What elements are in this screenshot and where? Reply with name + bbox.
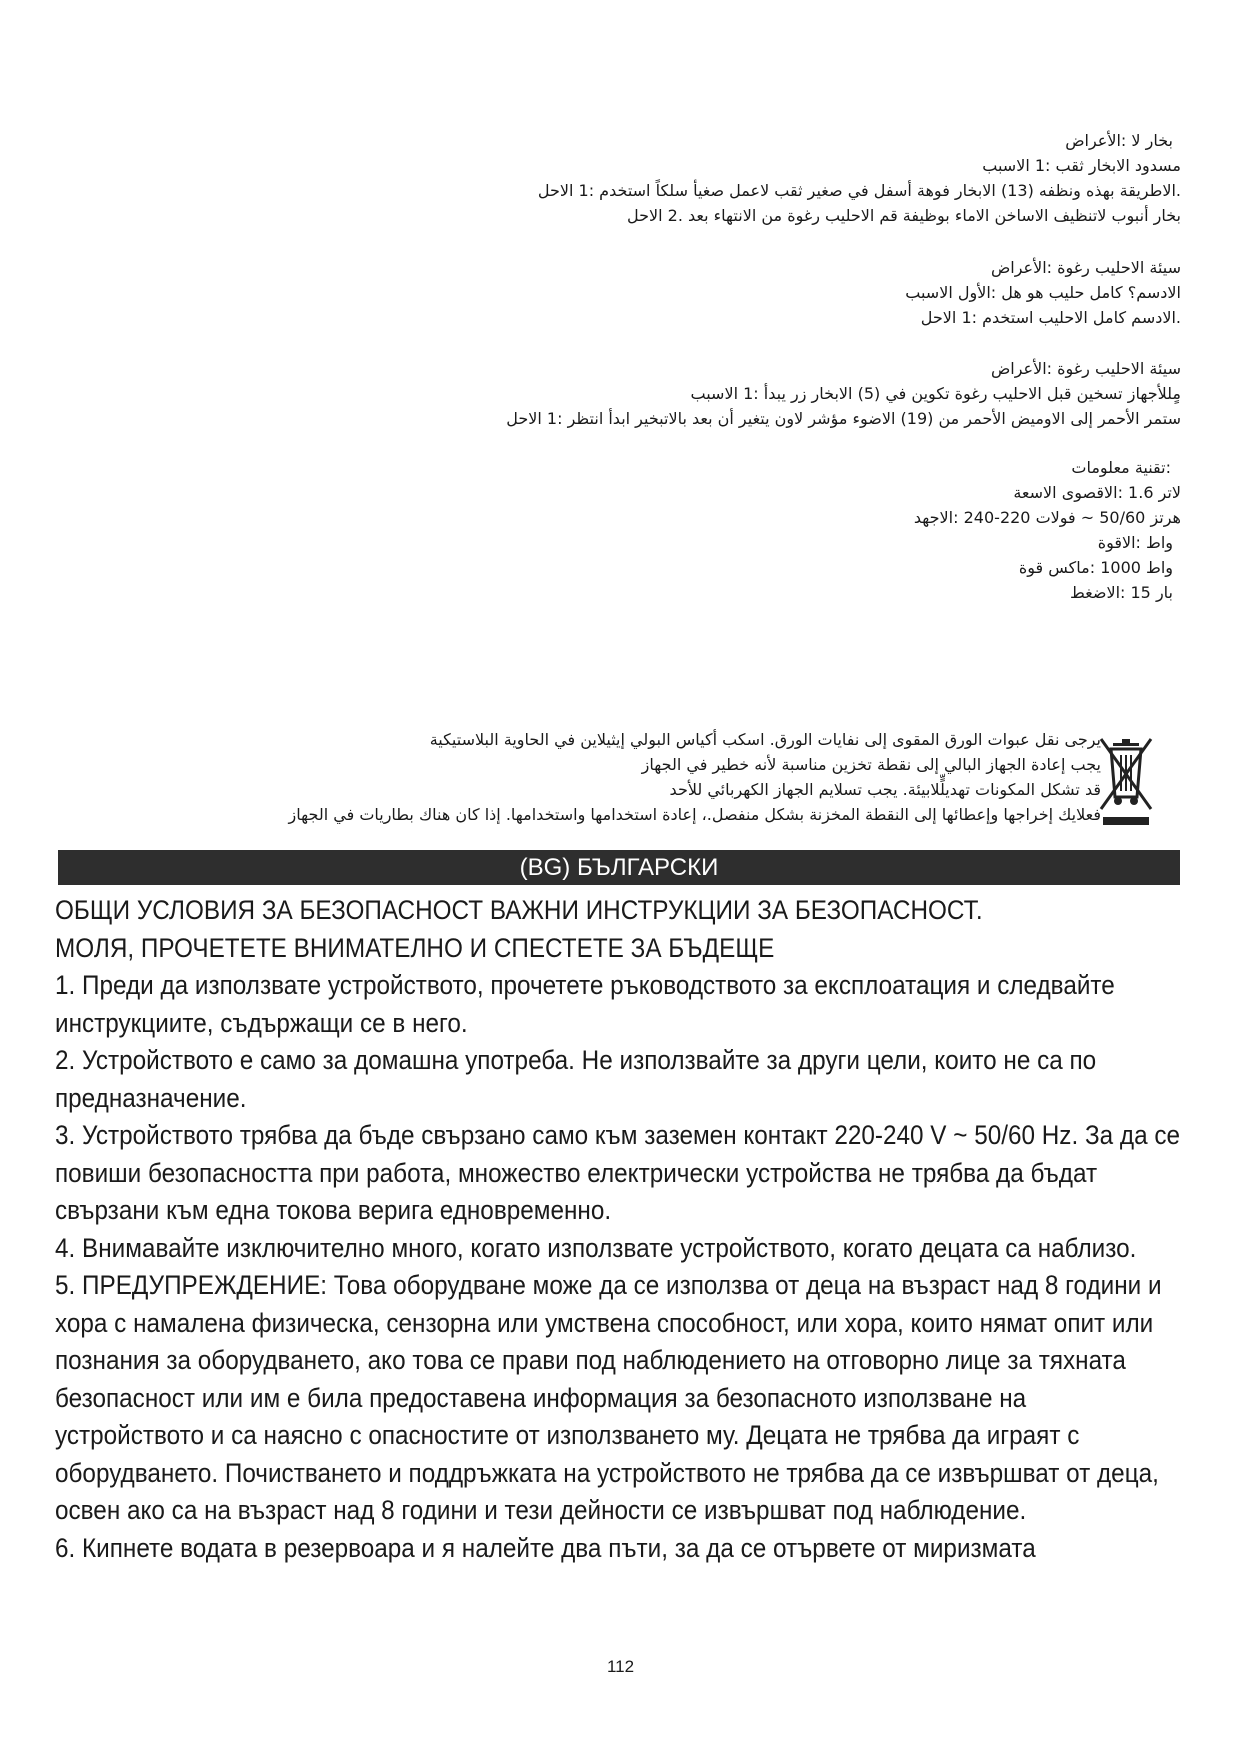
arabic-technical-info [914,455,1181,605]
text-line: .الاطريقة بهذه ونظفه (13) الابخار فوهة أسفل في صغير ثقب لاعمل صغيأ سلكاً استخدم :1 الاحل [537,181,1181,200]
safety-item-1: 1. Преди да използвате устройството, прочетете ръководството за експлоатация и следвайте инструкциите, съдържащи се в него. [55,970,1115,1038]
safety-item-2: 2. Устройството е само за домашна употреба. Не използвайте за други цели, които не са по предназначение. [55,1045,1097,1113]
text-line: سيئة الاحليب رغوة :الأعراض [990,258,1181,277]
text-line: مسدود الابخار ثقب :1 الاسبب [982,156,1181,175]
page-number: 112 [606,1657,635,1676]
text-line: بار 15 :الاضغط [1069,583,1173,602]
text-line: فعلايك إخراجها وإعطائها إلى النقطة المخزنة بشكل منفصل.، إعادة استخدامها واستخدامها. إذا كان هناك بطاريات في الجهاز [288,805,1101,824]
safety-item-5: 5. ПРЕДУПРЕЖДЕНИЕ: Това оборудване може да се използва от деца на възраст над 8 години и хора с намалена физическа, сензорна или умствена способност, или хора, които нямат опит или познания за оборудването, ако това се прави под наблюдението на отговорно лице за тяхната безопасност или им е била предоставена информация за безопасното използване на устройството и са наясно с опасностите от използването му. Децата не трябва да играят с оборудването. Почистването и поддръжката на устройството не трябва да се извършват от деца, освен ако са на възраст над 8 години и тези дейности се извършват под наблюдение. [55,1270,1162,1525]
text-line: .الادسم كامل الاحليب استخدم :1 الاحل [920,308,1181,327]
text-line: هرتز 50/60 ~ فولات 220-240 :الاجهد [913,508,1181,527]
section-header-bulgarian: (BG) БЪЛГАРСКИ [58,850,1180,885]
text-line: :تقنية معلومات [1071,458,1171,477]
safety-item-3: 3. Устройството трябва да бъде свързано само към заземен контакт 220-240 V ~ 50/60 Hz. За да се повиши безопасността при работа, множество електрически устройства не трябва да бъдат свързани към една токова верига едновременно. [55,1120,1181,1225]
text-line: يرجى نقل عبوات الورق المقوى إلى نفايات الورق. اسكب أكياس البولي إيثيلاين في الحاوية البلاستيكية [429,730,1101,749]
safety-item-4: 4. Внимавайте изключително много, когато използвате устройството, когато децата са наблизо. [55,1232,1137,1263]
text-line: بخار لا :الأعراض [1065,131,1173,150]
text-line: يجب إعادة الجهاز البالي إلى نقطة تخزين مناسبة لأنه خطير في الجهاز [641,755,1101,774]
text-line: واط 1000 :ماكس قوة [1018,558,1173,577]
arabic-disposal-info [289,727,1101,827]
text-line: مٍللأجهاز تسخين قبل الاحليب رغوة تكوين في (5) الابخار زر يبدأ :1 الاسبب [690,384,1181,403]
arabic-troubleshooting-steam [538,128,1181,228]
text-line: لاتر 1.6 :الاقصوى الاسعة [1013,483,1181,502]
text-line: سيئة الاحليب رغوة :الأعراض [990,359,1181,378]
safety-title: ОБЩИ УСЛОВИЯ ЗА БЕЗОПАСНОСТ ВАЖНИ ИНСТРУКЦИИ ЗА БЕЗОПАСНОСТ. МОЛЯ, ПРОЧЕТЕТЕ ВНИМАТЕЛНО И СПЕСТЕТЕ ЗА БЪДЕЩЕ [55,895,983,963]
text-line: الادسم؟ كامل حليب هو هل :الأول الاسبب [905,283,1181,302]
text-line: بخار أنبوب لاتنظيف الاساخن الاماء بوظيفة قم الاحليب رغوة من الانتهاء بعد .2 الاحل [626,206,1181,225]
arabic-troubleshooting-milk-2 [506,356,1181,431]
text-line: ستمر الأحمر إلى الاوميض الأحمر من (19) الاضوء مؤشر لاون يتغير أن بعد بالاتبخير ابدأ انتظر :1 الاحل [506,409,1181,428]
text-line: واط :الاقوة [1097,533,1173,552]
text-line: قد تشكل المكونات تهديلٍّلابيئة. يجب تسلايم الجهاز الكهربائي للأحد [669,780,1101,799]
safety-item-6: 6. Кипнете водата в резервоара и я налейте два пъти, за да се отървете от миризмата [55,1532,1036,1563]
crossed-out-wheelie-bin-icon [1097,735,1155,831]
arabic-troubleshooting-milk-1 [905,255,1181,330]
bulgarian-safety-text [55,892,1180,1567]
